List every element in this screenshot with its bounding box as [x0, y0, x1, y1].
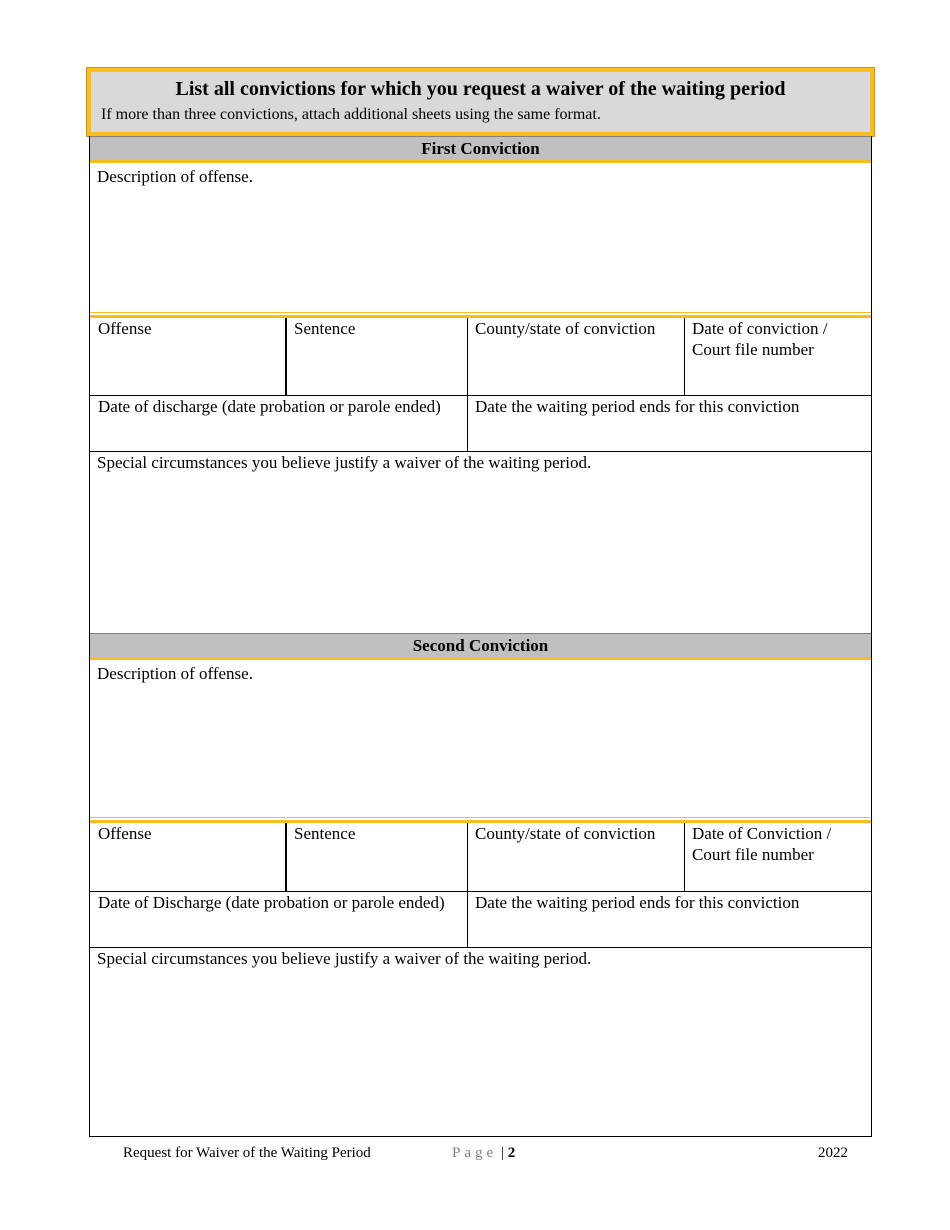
first-conviction-title: First Conviction: [421, 139, 540, 158]
page-separator: |: [500, 1145, 504, 1161]
county-label: County/state of conviction: [475, 824, 656, 843]
discharge-label: Date of discharge (date probation or parole ended): [98, 397, 441, 416]
offense-label: Offense: [98, 824, 152, 843]
convictions-form: [89, 136, 872, 1137]
county-label: County/state of conviction: [475, 319, 656, 338]
first-special-circumstances-field[interactable]: [90, 452, 871, 633]
divider: [90, 312, 871, 313]
first-waiting-end-field[interactable]: [468, 396, 871, 451]
first-sentence-field[interactable]: [287, 318, 467, 395]
instructions-header: [87, 68, 874, 136]
second-county-field[interactable]: [468, 823, 684, 891]
second-sentence-field[interactable]: [287, 823, 467, 891]
first-county-field[interactable]: [468, 318, 684, 395]
date-conviction-label-line2: Court file number: [692, 340, 814, 359]
second-offense-field[interactable]: [90, 823, 285, 891]
description-label: Description of offense.: [97, 664, 253, 683]
discharge-label: Date of Discharge (date probation or parole ended): [98, 893, 445, 912]
waiting-end-label: Date the waiting period ends for this conviction: [475, 893, 800, 912]
second-conviction-title: Second Conviction: [412, 636, 549, 655]
sentence-label: Sentence: [294, 319, 356, 338]
second-waiting-end-field[interactable]: [468, 892, 871, 947]
date-conviction-label-line2: Court file number: [692, 845, 814, 864]
instructions-subtitle: If more than three convictions, attach additional sheets using the same format.: [101, 106, 601, 123]
second-discharge-field[interactable]: [90, 892, 467, 947]
first-offense-field[interactable]: [90, 318, 285, 395]
page-word: Page: [452, 1145, 498, 1161]
sentence-label: Sentence: [294, 824, 356, 843]
date-conviction-label-line1: Date of conviction /: [692, 319, 828, 338]
date-conviction-label-line1: Date of Conviction /: [692, 824, 832, 843]
first-discharge-field[interactable]: [90, 396, 467, 451]
second-conviction-heading: [90, 633, 871, 658]
first-date-conviction-field[interactable]: [685, 318, 871, 395]
second-special-circumstances-field[interactable]: [90, 948, 871, 1136]
footer-title: Request for Waiver of the Waiting Period: [123, 1145, 371, 1161]
description-label: Description of offense.: [97, 167, 253, 186]
waiting-end-label: Date the waiting period ends for this conviction: [475, 397, 800, 416]
offense-label: Offense: [98, 319, 152, 338]
divider: [90, 817, 871, 818]
first-description-field[interactable]: [90, 163, 871, 313]
special-circumstances-label: Special circumstances you believe justify a waiver of the waiting period.: [97, 949, 592, 968]
page-number-value: 2: [507, 1145, 516, 1161]
special-circumstances-label: Special circumstances you believe justify a waiver of the waiting period.: [97, 453, 592, 472]
second-date-conviction-field[interactable]: [685, 823, 871, 891]
first-conviction-heading: [90, 136, 871, 161]
page-number: [452, 1145, 515, 1162]
footer-year: 2022: [818, 1145, 848, 1161]
page-title: List all convictions for which you request a waiver of the waiting period: [175, 78, 786, 100]
second-description-field[interactable]: [90, 660, 871, 817]
